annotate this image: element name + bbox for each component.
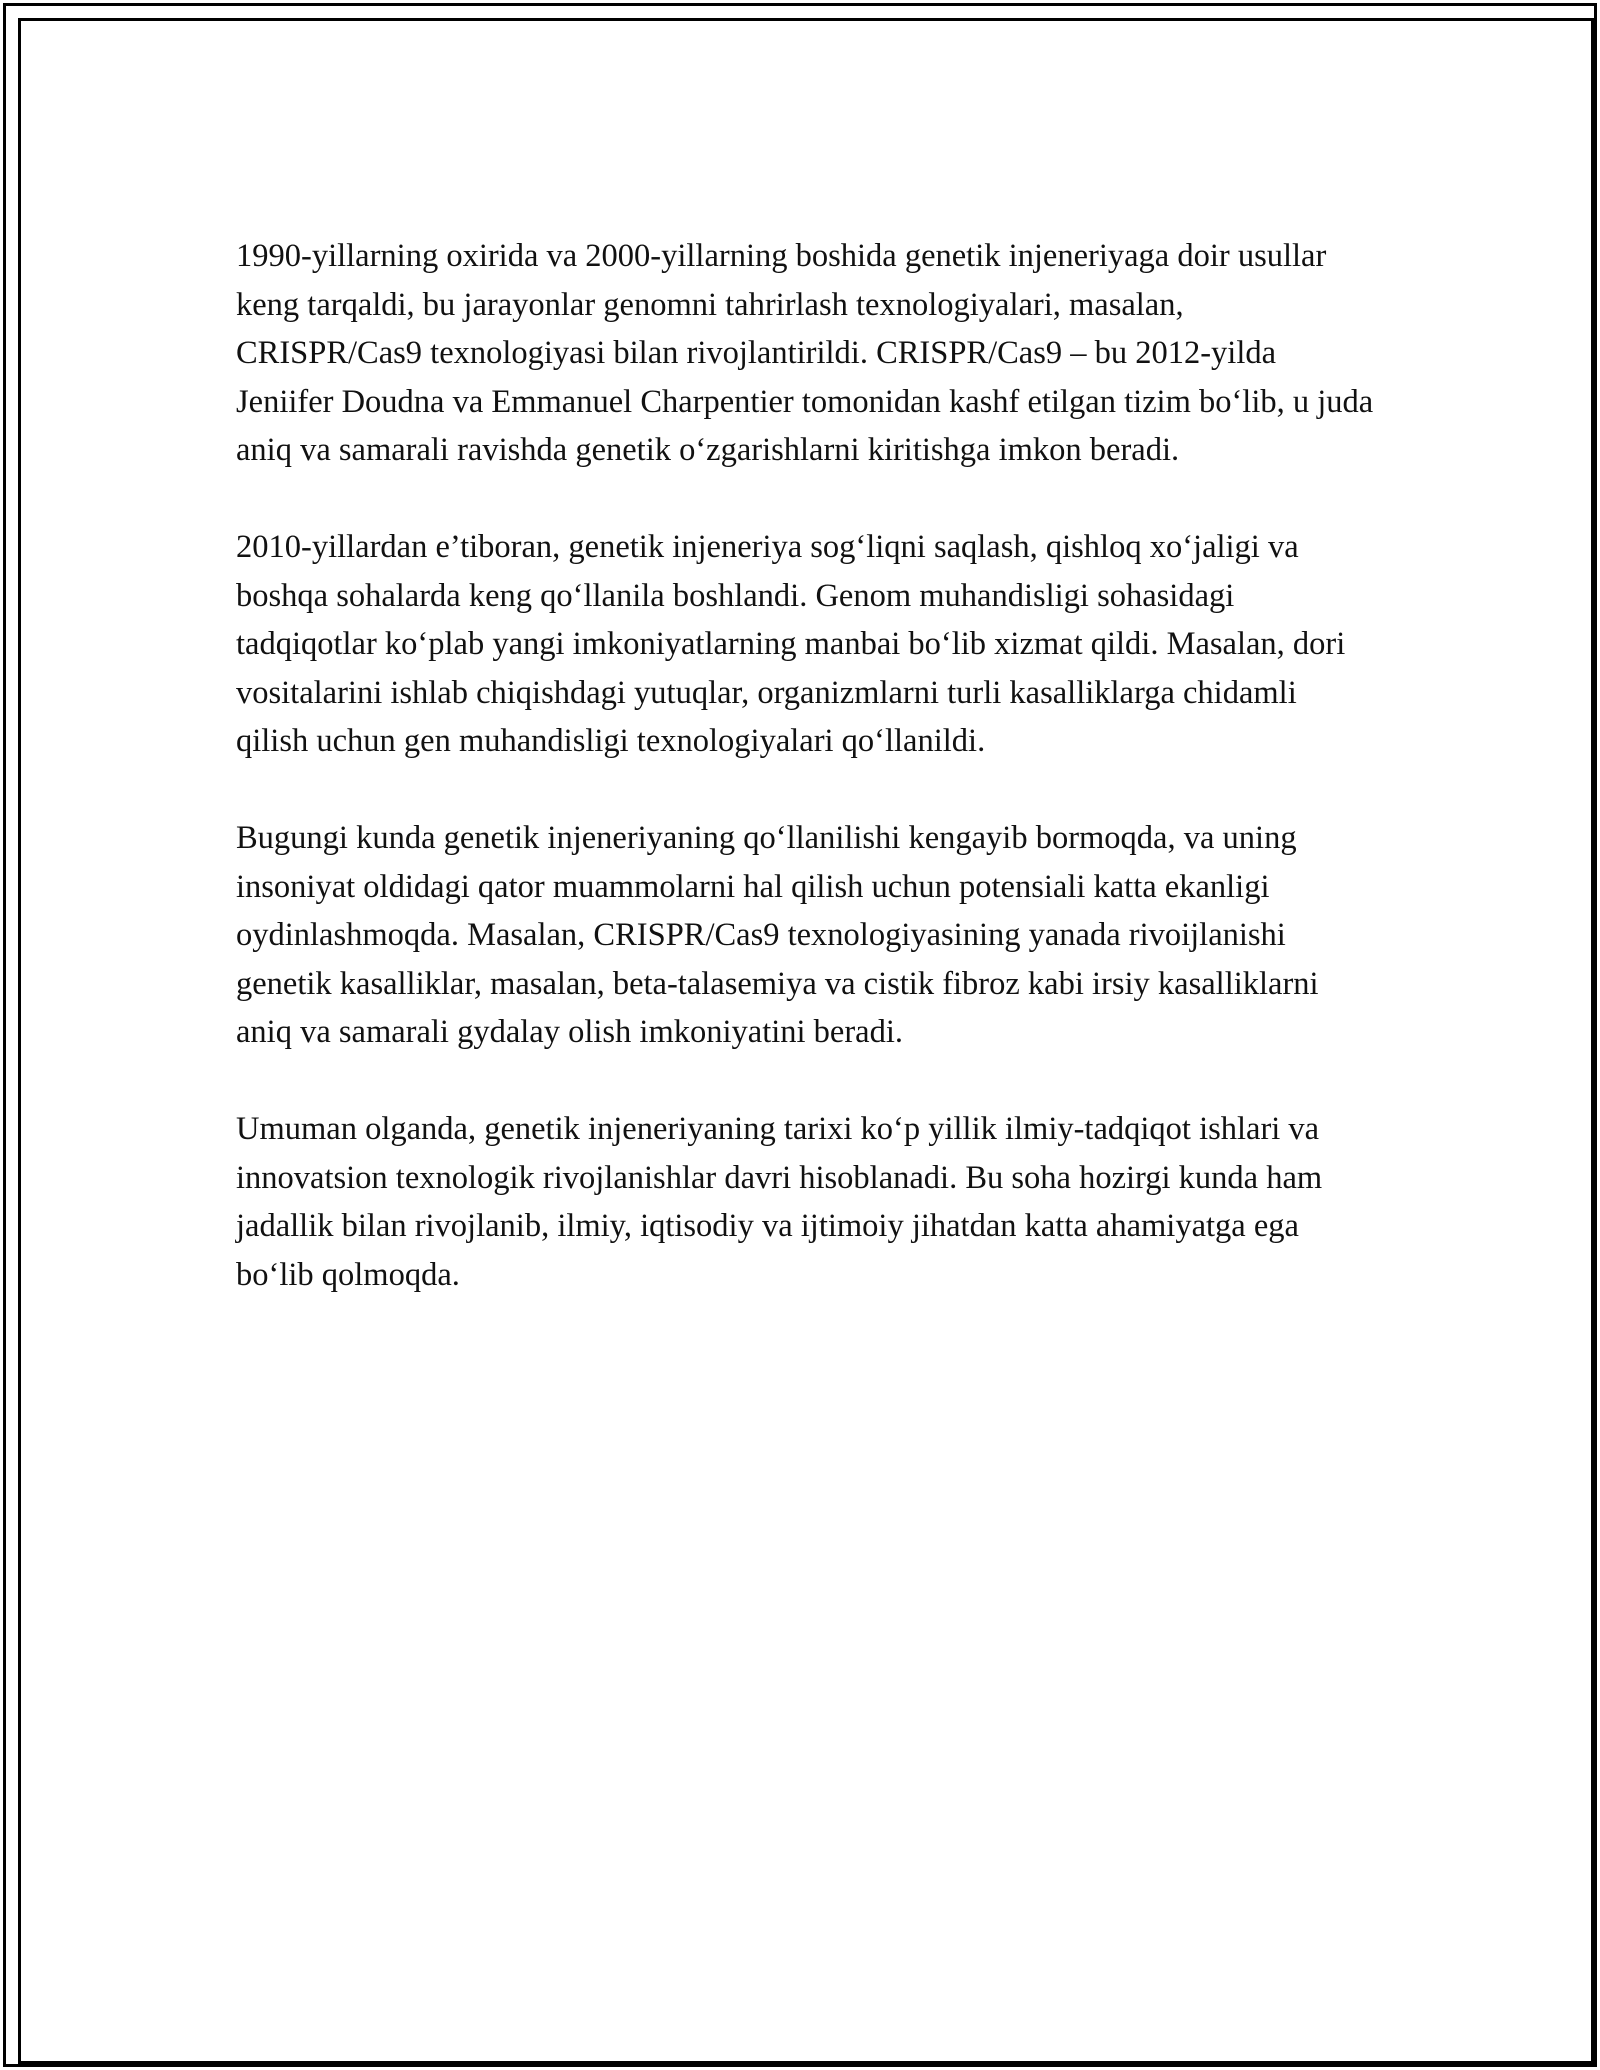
paragraph-4: Umuman olganda, genetik injeneriyaning tarixi ko‘p yillik ilmiy-tadqiqot ishlari va innovatsion texnologik rivojlanishlar davri hisoblanadi. Bu soha hozirgi kunda ham jadallik bilan rivojlanib, ilmiy, iqtisodiy va ijtimoiy jihatdan katta ahamiyatga ega bo‘lib qolmoqda. (236, 1111, 1323, 1293)
document-body (236, 232, 1376, 1348)
paragraph-2: 2010-yillardan e’tiboran, genetik injeneriya sog‘liqni saqlash, qishloq xo‘jaligi va boshqa sohalarda keng qo‘llanila boshlandi. Genom muhandisligi sohasidagi tadqiqotlar ko‘plab yangi imkoniyatlarning manbai bo‘lib xizmat qildi. Masalan, dori vositalarini ishlab chiqishdagi yutuqlar, organizmlarni turli kasalliklarga chidamli qilish uchun gen muhandisligi texnologiyalari qo‘llanildi. (236, 529, 1346, 759)
paragraph-3: Bugungi kunda genetik injeneriyaning qo‘llanilishi kengayib bormoqda, va uning insoniyat oldidagi qator muammolarni hal qilish uchun potensiali katta ekanligi oydinlashmoqda. Masalan, CRISPR/Cas9 texnologiyasining yanada rivoijlanishi genetik kasalliklar, masalan, beta-talasemiya va cistik fibroz kabi irsiy kasalliklarni aniq va samarali gydalay olish imkoniyatini beradi. (236, 820, 1319, 1050)
paragraph-1: 1990-yillarning oxirida va 2000-yillarning boshida genetik injeneriyaga doir usullar keng tarqaldi, bu jarayonlar genomni tahrirlash texnologiyalari, masalan, CRISPR/Cas9 texnologiyasi bilan rivojlantirildi. CRISPR/Cas9 – bu 2012-yilda Jeniifer Doudna va Emmanuel Charpentier tomonidan kashf etilgan tizim bo‘lib, u juda aniq va samarali ravishda genetik o‘zgarishlarni kiritishga imkon beradi. (236, 238, 1374, 468)
